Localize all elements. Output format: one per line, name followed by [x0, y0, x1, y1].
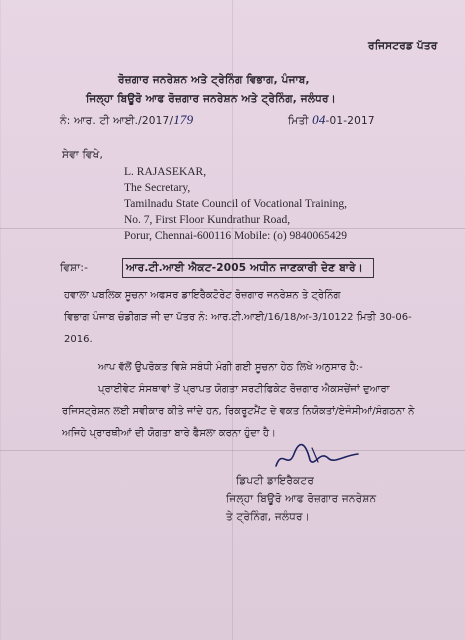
signatory-office-line1: ਜਿਲ੍ਹਾ ਬਿਊਰੋ ਆਫ ਰੋਜ਼ਗਾਰ ਜਨਰੇਸ਼ਨ	[226, 493, 377, 505]
body-para2-line1: ਆਪ ਵੱਲੋਂ ਉਪਰੋਕਤ ਵਿਸ਼ੇ ਸਬੰਧੀ ਮੰਗੀ ਗਈ ਸੂਚਨਾ ਹੇਠ ਲਿਖੇ ਅਨੁਸਾਰ ਹੈ:-	[98, 362, 363, 373]
subject-label: ਵਿਸ਼ਾ:-	[60, 262, 89, 274]
signature-mark	[272, 440, 362, 472]
body-para3-line3: ਅਜਿਹੇ ਪ੍ਰਾਰਥੀਆਂ ਦੀ ਯੋਗਤਾ ਬਾਰੇ ਫੈਸਲਾ ਕਰਨਾ ਹੁੰਦਾ ਹੈ।	[62, 428, 276, 439]
addressee-organization: Tamilnadu State Council of Vocational Training,	[124, 198, 348, 210]
addressee-address-line2: Porur, Chennai-600116 Mobile: (o) 9840065429	[124, 230, 348, 242]
date-suffix: -01-2017	[325, 115, 375, 127]
signatory-office-line2: ਤੇ ਟ੍ਰੇਨਿੰਗ, ਜਲੰਧਰ।	[226, 511, 310, 523]
addressee-address-line1: No. 7, First Floor Kundrathur Road,	[124, 214, 291, 226]
reference-number	[60, 112, 193, 128]
salutation: ਸੇਵਾ ਵਿਖੇ,	[62, 149, 104, 161]
reference-date	[288, 112, 375, 128]
date-prefix: ਮਿਤੀ	[288, 115, 309, 127]
body-para1-line2: ਵਿਭਾਗ ਪੰਜਾਬ ਚੰਡੀਗੜ ਜੀ ਦਾ ਪੱਤਰ ਨੰ: ਆਰ.ਟੀ.ਆਈ/16/18/ਅ-3/10122 ਮਿਤੀ 30-06-	[64, 312, 412, 323]
registered-post-label: ਰਜਿਸਟਰਡ ਪੱਤਰ	[368, 40, 438, 52]
body-para3-line1: ਪ੍ਰਾਈਵੇਟ ਸੰਸਥਾਵਾਂ ਤੋਂ ਪ੍ਰਾਪਤ ਯੋਗਤਾ ਸਰਟੀਫਿਕੇਟ ਰੋਜ਼ਗਾਰ ਐਕਸਚੇਂਜਾਂ ਦੁਆਰਾ	[98, 384, 390, 395]
addressee-designation: The Secretary,	[124, 182, 191, 194]
signatory-designation: ਡਿਪਟੀ ਡਾਇਰੈਕਟਰ	[236, 475, 315, 487]
body-para1-line1: ਹਵਾਲਾ ਪਬਲਿਕ ਸੂਚਨਾ ਅਫਸਰ ਡਾਇਰੈਕਟੋਰੇਟ ਰੋਜ਼ਗਾਰ ਜਨਰੇਸ਼ਨ ਤੇ ਟ੍ਰੇਨਿੰਗ	[64, 290, 341, 301]
office-line: ਜਿਲ੍ਹਾ ਬਿਊਰੋ ਆਫ ਰੋਜ਼ਗਾਰ ਜਨਰੇਸ਼ਨ ਅਤੇ ਟ੍ਰੇਨਿੰਗ, ਜਲੰਧਰ।	[86, 93, 336, 105]
body-para1-line3: 2016.	[64, 334, 93, 345]
reference-number-prefix: ਨੰ: ਆਰ. ਟੀ ਆਈ./2017/	[60, 115, 174, 127]
reference-number-handwritten: 179	[173, 112, 194, 127]
date-handwritten: 04	[312, 112, 326, 127]
subject-text: ਆਰ.ਟੀ.ਆਈ ਐਕਟ-2005 ਅਧੀਨ ਜਾਣਕਾਰੀ ਦੇਣ ਬਾਰੇ।	[126, 262, 363, 274]
body-para3-line2: ਰਜਿਸਟ੍ਰੇਸ਼ਨ ਲਈ ਸਵੀਕਾਰ ਕੀਤੇ ਜਾਂਦੇ ਹਨ, ਰਿਕਰੂਟਮੈਂਟ ਦੇ ਵਕਤ ਨਿਯੋਕਤਾਂ/ਏਜੰਸੀਆਂ/ਸੰਗਠਨਾ ਨੇ	[62, 406, 415, 417]
department-line: ਰੋਜ਼ਗਾਰ ਜਨਰੇਸ਼ਨ ਅਤੇ ਟ੍ਰੇਨਿੰਗ ਵਿਭਾਗ, ਪੰਜਾਬ,	[118, 74, 310, 86]
addressee-name: L. RAJASEKAR,	[124, 166, 207, 178]
